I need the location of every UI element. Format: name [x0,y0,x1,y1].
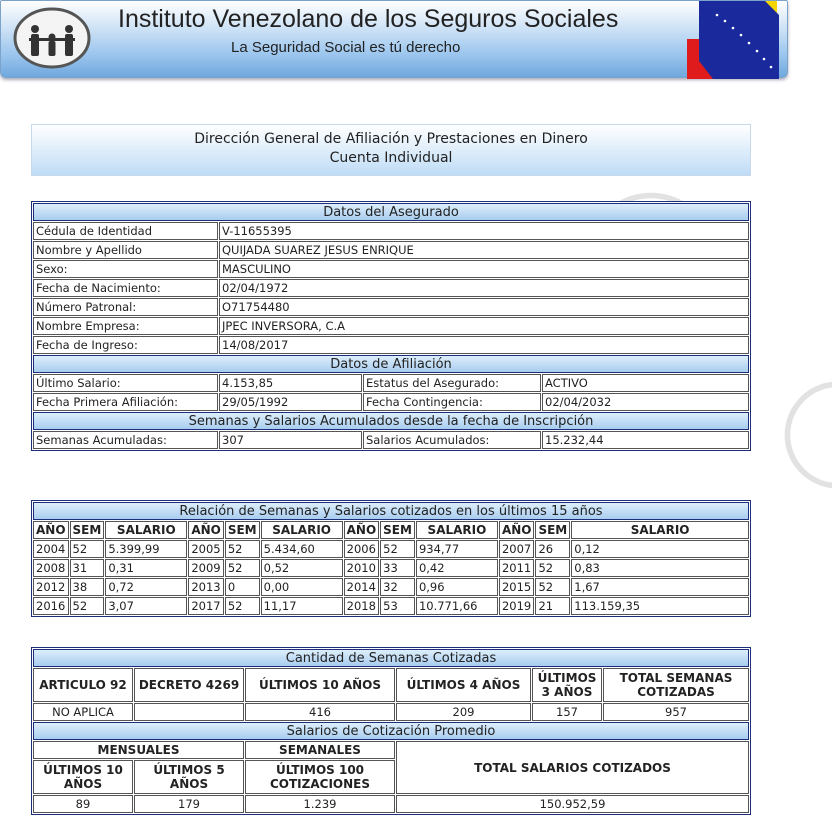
year-cell: 2016 [33,597,69,615]
sem-cell: 52 [70,597,105,615]
year-cell: 2006 [344,540,380,558]
sem-cell: 52 [225,597,260,615]
header-total-salarios: TOTAL SALARIOS COTIZADOS [396,741,749,794]
value-total-semanas: 957 [603,703,749,721]
year-header: AÑO [33,521,69,539]
salary-header: SALARIO [105,521,187,539]
field-label: Semanas Acumuladas: [33,431,218,449]
field-label: Último Salario: [33,374,218,392]
field-label: Fecha de Nacimiento: [33,279,218,297]
table-row [33,578,749,596]
year-cell: 2019 [499,597,535,615]
value-ultimos-3: 157 [532,703,602,721]
value-mensual-5: 179 [134,795,244,813]
sem-cell: 38 [70,578,105,596]
year-cell: 2011 [499,559,535,577]
year-cell: 2018 [344,597,380,615]
salary-cell: 113.159,35 [571,597,749,615]
cantidad-table [31,647,751,815]
year-cell: 2008 [33,559,69,577]
salary-cell: 5.399,99 [105,540,187,558]
relacion-heading: Relación de Semanas y Salarios cotizados en los últimos 15 años [33,502,749,520]
header-semanales: SEMANALES [245,741,395,759]
year-cell: 2017 [188,597,224,615]
sem-cell: 52 [380,540,415,558]
venezuela-flag-icon [687,1,779,79]
header-total-semanas: TOTAL SEMANAS COTIZADAS [603,668,749,702]
year-cell: 2012 [33,578,69,596]
salary-header: SALARIO [416,521,498,539]
year-cell: 2010 [344,559,380,577]
field-label: Estatus del Asegurado: [363,374,541,392]
salary-cell: 10.771,66 [416,597,498,615]
year-cell: 2005 [188,540,224,558]
header-decreto: DECRETO 4269 [134,668,244,702]
field-value: 4.153,85 [219,374,362,392]
sem-header: SEM [225,521,260,539]
header-ultimos-3: ÚLTIMOS 3 AÑOS [532,668,602,702]
sem-header: SEM [380,521,415,539]
salary-cell: 934,77 [416,540,498,558]
year-cell: 2015 [499,578,535,596]
sem-cell: 52 [225,559,260,577]
year-header: AÑO [499,521,535,539]
year-cell: 2009 [188,559,224,577]
header-mensuales: MENSUALES [33,741,244,759]
relacion-table [31,500,751,617]
value-decreto [134,703,244,721]
salary-cell: 0,72 [105,578,187,596]
asegurado-table [31,201,751,451]
cantidad-heading: Cantidad de Semanas Cotizadas [33,649,749,667]
field-value: ACTIVO [542,374,749,392]
salary-cell: 0,96 [416,578,498,596]
value-articulo: NO APLICA [33,703,133,721]
sem-header: SEM [535,521,570,539]
salary-cell: 0,31 [105,559,187,577]
field-value: 02/04/1972 [219,279,749,297]
header-mensual-5: ÚLTIMOS 5 AÑOS [134,760,244,794]
sem-cell: 53 [380,597,415,615]
sem-cell: 26 [535,540,570,558]
sem-cell: 0 [225,578,260,596]
table-row [33,540,749,558]
salary-cell: 5.434,60 [261,540,343,558]
field-value: O71754480 [219,298,749,316]
year-cell: 2007 [499,540,535,558]
salary-cell: 0,83 [571,559,749,577]
field-label: Cédula de Identidad [33,222,218,240]
field-value: QUIJADA SUAREZ JESUS ENRIQUE [219,241,749,259]
field-label: Fecha de Ingreso: [33,336,218,354]
field-value: JPEC INVERSORA, C.A [219,317,749,335]
field-label: Fecha Primera Afiliación: [33,393,218,411]
value-ultimos-10: 416 [245,703,395,721]
salary-cell: 1,67 [571,578,749,596]
salary-cell: 0,42 [416,559,498,577]
value-semanal-100: 1.239 [245,795,395,813]
salary-header: SALARIO [571,521,749,539]
value-ultimos-4: 209 [396,703,531,721]
field-label: Nombre Empresa: [33,317,218,335]
afiliacion-heading: Datos de Afiliación [33,355,749,373]
field-value: V-11655395 [219,222,749,240]
sem-cell: 52 [225,540,260,558]
salary-cell: 0,52 [261,559,343,577]
field-value: 02/04/2032 [542,393,749,411]
header-ultimos-4: ÚLTIMOS 4 AÑOS [396,668,531,702]
section-title-box [31,124,751,176]
sem-cell: 21 [535,597,570,615]
watermark-logo-icon [780,380,832,490]
section-title: Dirección General de Afiliación y Prestaciones en Dinero [194,131,588,147]
table-row [33,597,749,615]
institute-title: Instituto Venezolano de los Seguros Sociales [118,5,619,33]
promedio-heading: Salarios de Cotización Promedio [33,722,749,740]
table-row [33,559,749,577]
institute-subtitle: La Seguridad Social es tú derecho [231,39,461,56]
field-label: Fecha Contingencia: [363,393,541,411]
value-mensual-10: 89 [33,795,133,813]
sem-cell: 52 [70,540,105,558]
year-header: AÑO [188,521,224,539]
field-value: 15.232,44 [542,431,749,449]
field-label: Salarios Acumulados: [363,431,541,449]
field-value: 14/08/2017 [219,336,749,354]
year-header: AÑO [344,521,380,539]
value-total-salarios: 150.952,59 [396,795,749,813]
sem-cell: 52 [535,559,570,577]
field-value: 307 [219,431,362,449]
header-semanal-100: ÚLTIMOS 100 COTIZACIONES [245,760,395,794]
year-cell: 2004 [33,540,69,558]
acumulados-heading: Semanas y Salarios Acumulados desde la fecha de Inscripción [33,412,749,430]
header-articulo: ARTICULO 92 [33,668,133,702]
salary-header: SALARIO [261,521,343,539]
sem-cell: 32 [380,578,415,596]
sem-cell: 52 [535,578,570,596]
section-subtitle: Cuenta Individual [329,150,453,166]
field-label: Número Patronal: [33,298,218,316]
field-label: Sexo: [33,260,218,278]
sem-cell: 33 [380,559,415,577]
asegurado-heading: Datos del Asegurado [33,203,749,221]
header-banner [0,0,788,78]
field-value: MASCULINO [219,260,749,278]
header-mensual-10: ÚLTIMOS 10 AÑOS [33,760,133,794]
salary-cell: 0,12 [571,540,749,558]
salary-cell: 11,17 [261,597,343,615]
year-cell: 2014 [344,578,380,596]
salary-cell: 0,00 [261,578,343,596]
header-ultimos-10: ÚLTIMOS 10 AÑOS [245,668,395,702]
field-value: 29/05/1992 [219,393,362,411]
sem-cell: 31 [70,559,105,577]
year-cell: 2013 [188,578,224,596]
sem-header: SEM [70,521,105,539]
salary-cell: 3,07 [105,597,187,615]
ivss-logo-icon [13,7,91,69]
field-label: Nombre y Apellido [33,241,218,259]
